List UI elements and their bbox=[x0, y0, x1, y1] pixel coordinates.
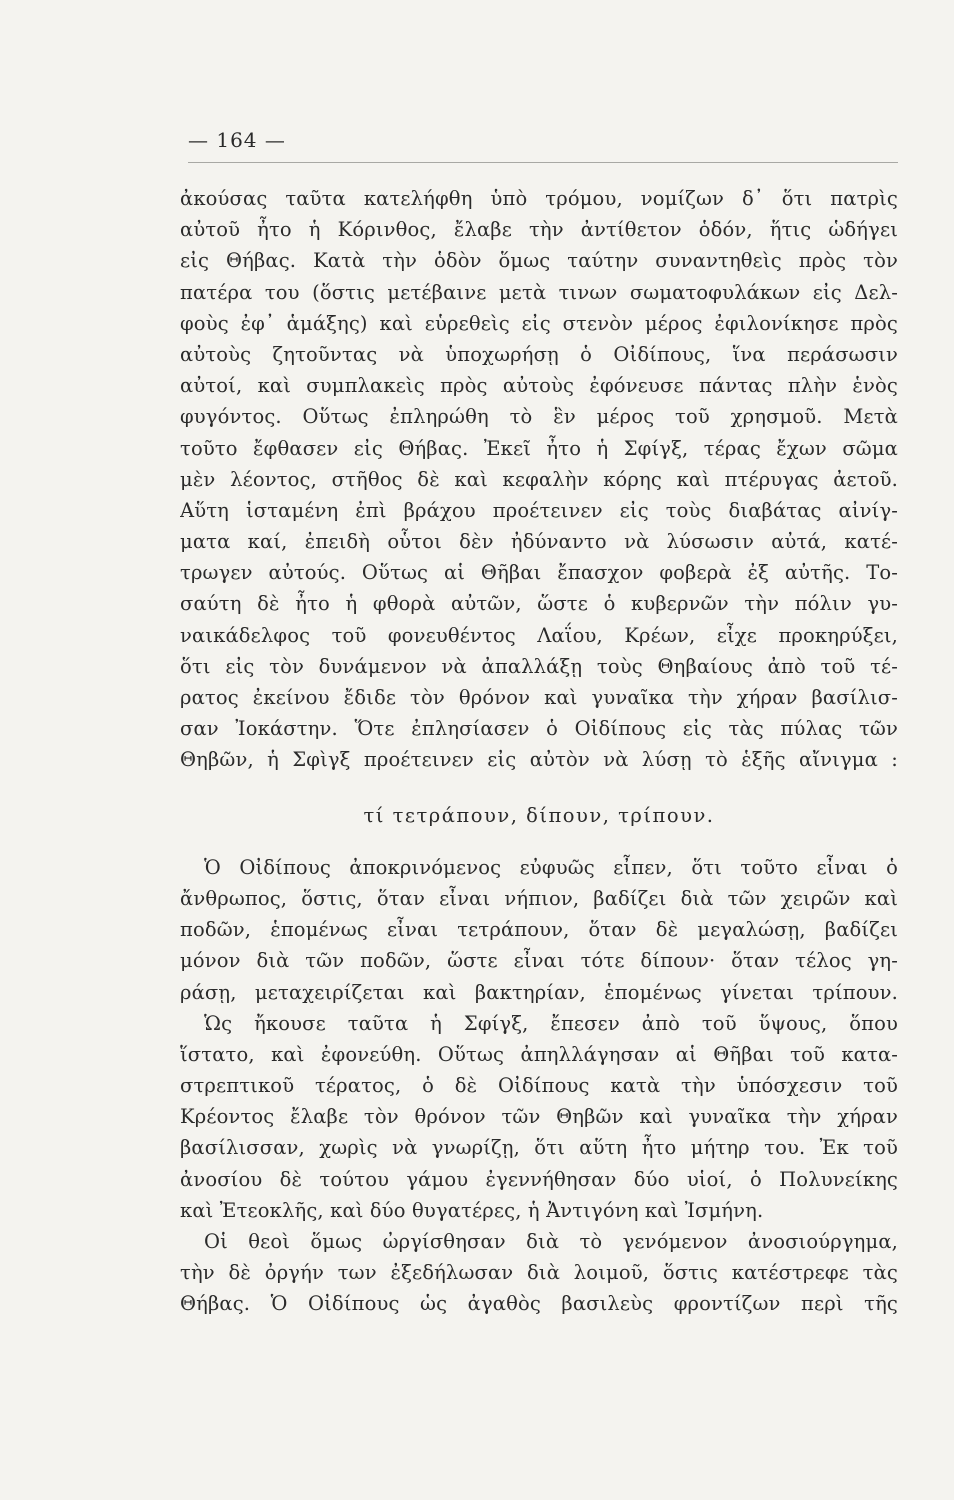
text-line: Κρέοντος ἔλαβε τὸν θρόνον τῶν Θηβῶν καὶ γυναῖκα τὴν χήραν bbox=[180, 1105, 898, 1129]
text-line: εἰς Θήβας. Κατὰ τὴν ὁδὸν ὅμως ταύτην συναντηθεὶς πρὸς τὸν bbox=[180, 249, 898, 273]
text-line: Θήβας. Ὁ Οἰδίπους ὡς ἀγαθὸς βασιλεὺς φροντίζων περὶ τῆς bbox=[180, 1292, 898, 1316]
text-line: Οἱ θεοὶ ὅμως ὠργίσθησαν διὰ τὸ γενόμενον ἀνοσιούργημα, bbox=[204, 1230, 898, 1253]
text-line: ναικάδελφος τοῦ φονευθέντος Λαΐου, Κρέων, εἶχε προκηρύξει, bbox=[180, 623, 898, 647]
text-line: ὅτι εἰς τὸν δυνάμενον νὰ ἀπαλλάξῃ τοὺς Θηβαίους ἀπὸ τοῦ τέ- bbox=[180, 654, 898, 678]
text-line: καὶ Ἐτεοκλῆς, καὶ δύο θυγατέρες, ἡ Ἀντιγόνη καὶ Ἰσμήνη. bbox=[180, 1198, 764, 1222]
text-line: ἄνθρωπος, ὅστις, ὅταν εἶναι νήπιον, βαδίζει διὰ τῶν χειρῶν καὶ bbox=[180, 886, 898, 910]
text-line: αὐτοῦ ἦτο ἡ Κόρινθος, ἔλαβε τὴν ἀντίθετον ὁδόν, ἥτις ὡδήγει bbox=[180, 218, 898, 242]
text-line: Θηβῶν, ἡ Σφὶγξ προέτεινεν εἰς αὐτὸν νὰ λύσῃ τὸ ἑξῆς αἴνιγμα : bbox=[180, 748, 898, 772]
paragraph bbox=[180, 1008, 898, 1226]
page-number: — 164 — bbox=[188, 128, 286, 152]
text-line: ποδῶν, ἑπομένως εἶναι τετράπουν, ὅταν δὲ μεγαλώσῃ, βαδίζει bbox=[180, 918, 898, 942]
text-line: πατέρα του (ὅστις μετέβαινε μετὰ τινων σωματοφυλάκων εἰς Δελ- bbox=[180, 280, 898, 304]
body-text bbox=[180, 183, 898, 1320]
text-line: τὴν δὲ ὀργήν των ἐξεδήλωσαν διὰ λοιμοῦ, ὅστις κατέστρεφε τὰς bbox=[180, 1261, 898, 1285]
paragraph bbox=[180, 183, 898, 776]
text-line: σαύτη δὲ ἦτο ἡ φθορὰ αὐτῶν, ὥστε ὁ κυβερνῶν τὴν πόλιν γυ- bbox=[180, 592, 898, 616]
text-line: τοῦτο ἔφθασεν εἰς Θήβας. Ἐκεῖ ἦτο ἡ Σφίγξ, τέρας ἔχων σῶμα bbox=[180, 436, 898, 460]
text-line: ρατος ἐκείνου ἔδιδε τὸν θρόνον καὶ γυναῖκα τὴν χήραν βασίλισ- bbox=[180, 686, 898, 709]
page-header bbox=[188, 128, 898, 163]
text-line: Αὕτη ἱσταμένη ἐπὶ βράχου προέτεινεν εἰς τοὺς διαβάτας αἰνίγ- bbox=[180, 498, 898, 522]
text-line: αὐτοί, καὶ συμπλακεὶς πρὸς αὐτοὺς ἐφόνευσε πάντας πλὴν ἑνὸς bbox=[180, 374, 898, 398]
text-line: τρωγεν αὐτούς. Οὕτως αἱ Θῆβαι ἔπασχον φοβερὰ ἐξ αὐτῆς. Το- bbox=[180, 561, 898, 585]
text-line: ἀνοσίου δὲ τούτου γάμου ἐγεννήθησαν δύο υἱοί, ὁ Πολυνείκης bbox=[180, 1167, 898, 1191]
paragraph bbox=[180, 852, 898, 1008]
text-line: στρεπτικοῦ τέρατος, ὁ δὲ Οἰδίπους κατὰ τὴν ὑπόσχεσιν τοῦ bbox=[180, 1074, 898, 1098]
paragraph bbox=[180, 1226, 898, 1320]
text-line: μόνον διὰ τῶν ποδῶν, ὥστε εἶναι τότε δίπουν· ὅταν τέλος γη- bbox=[180, 949, 898, 973]
text-line: φοὺς ἐφ᾽ ἁμάξης) καὶ εὑρεθεὶς εἰς στενὸν μέρος ἐφιλονίκησε πρὸς bbox=[180, 311, 898, 335]
text-line: Ὁ Οἰδίπους ἀποκρινόμενος εὐφυῶς εἶπεν, ὅτι τοῦτο εἶναι ὁ bbox=[204, 855, 898, 879]
riddle-line: τί τετράπουν, δίπουν, τρίπουν. bbox=[363, 803, 715, 827]
text-line: βασίλισσαν, χωρὶς νὰ γνωρίζῃ, ὅτι αὕτη ἦτο μήτηρ του. Ἐκ τοῦ bbox=[180, 1136, 898, 1160]
text-line: φυγόντος. Οὕτως ἐπληρώθη τὸ ἓν μέρος τοῦ χρησμοῦ. Μετὰ bbox=[180, 405, 898, 429]
text-line: ἵστατο, καὶ ἐφονεύθη. Οὕτως ἀπηλλάγησαν αἱ Θῆβαι τοῦ κατα- bbox=[180, 1042, 898, 1066]
text-line: αὐτοὺς ζητοῦντας νὰ ὑποχωρήσῃ ὁ Οἰδίπους, ἵνα περάσωσιν bbox=[180, 342, 898, 366]
text-line: ματα καί, ἐπειδὴ οὗτοι δὲν ἠδύναντο νὰ λύσωσιν αὐτά, κατέ- bbox=[180, 530, 898, 554]
text-line: ἀκούσας ταῦτα κατελήφθη ὑπὸ τρόμου, νομίζων δ᾽ ὅτι πατρὶς bbox=[180, 187, 898, 210]
text-line: Ὡς ἤκουσε ταῦτα ἡ Σφίγξ, ἔπεσεν ἀπὸ τοῦ ὕψους, ὅπου bbox=[204, 1011, 898, 1035]
text-line: ράσῃ, μεταχειρίζεται καὶ βακτηρίαν, ἑπομένως γίνεται τρίπουν. bbox=[180, 980, 898, 1004]
text-line: μὲν λέοντος, στῆθος δὲ καὶ κεφαλὴν κόρης καὶ πτέρυγας ἀετοῦ. bbox=[180, 467, 898, 491]
text-line: σαν Ἰοκάστην. Ὅτε ἐπλησίασεν ὁ Οἰδίπους εἰς τὰς πύλας τῶν bbox=[180, 717, 898, 741]
